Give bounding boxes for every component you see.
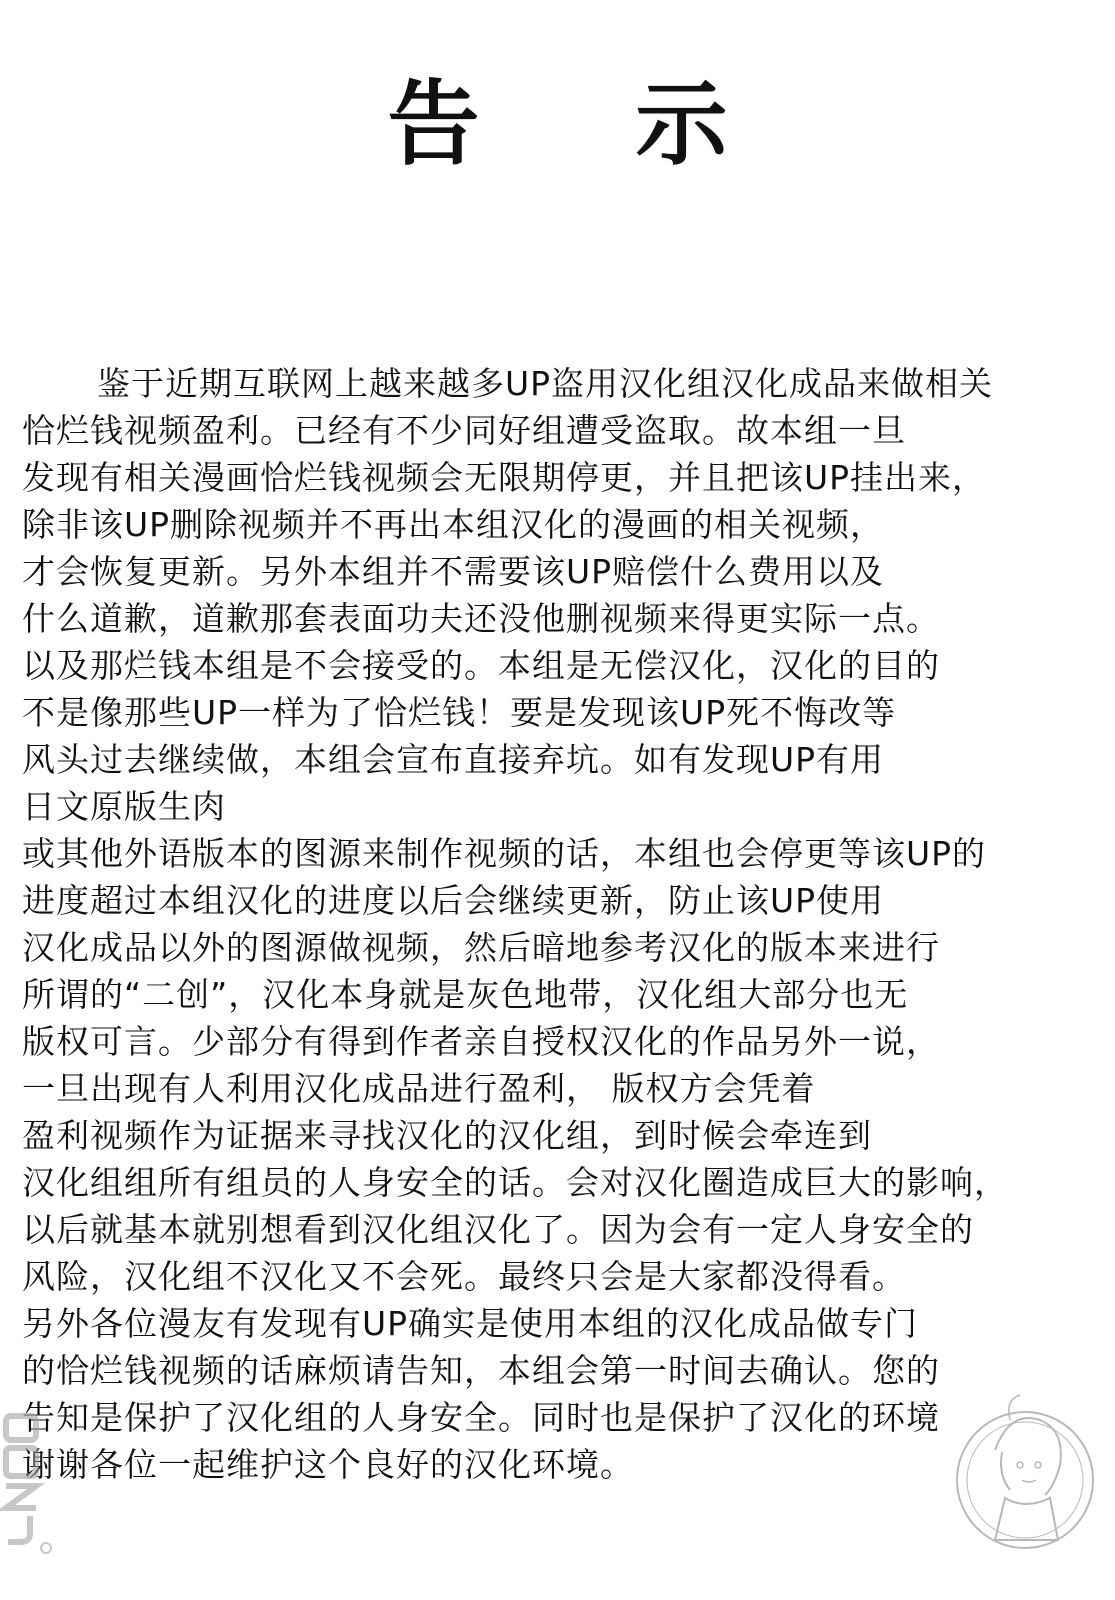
body-line-10: 日文原版生肉 (22, 787, 226, 826)
body-line-17: 盈利视频作为证据来寻找汉化的汉化组，到时候会牵连到 (22, 1116, 872, 1155)
body-line-6: 什么道歉，道歉那套表面功夫还没他删视频来得更实际一点。 (22, 599, 940, 638)
body-line-20: 风险，汉化组不汉化又不会死。最终只会是大家都没得看。 (22, 1257, 906, 1296)
body-line-14: 所谓的“二创”，汉化本身就是灰色地带，汉化组大部分也无 (22, 975, 909, 1014)
body-line-21: 另外各位漫友有发现有UP确实是使用本组的汉化成品做专门 (22, 1304, 919, 1343)
body-line-15: 版权可言。少部分有得到作者亲自授权汉化的作品另外一说， (22, 1022, 940, 1061)
notice-body (22, 360, 1097, 1488)
body-line-23: 告知是保护了汉化组的人身安全。同时也是保护了汉化的环境 (22, 1398, 940, 1437)
body-line-8: 不是像那些UP一样为了恰烂钱！要是发现该UP死不悔改等 (22, 693, 897, 732)
body-line-12: 进度超过本组汉化的进度以后会继续更新，防止该UP使用 (22, 881, 885, 920)
body-line-4: 除非该UP删除视频并不再出本组汉化的漫画的相关视频， (22, 505, 885, 544)
body-line-13: 汉化成品以外的图源做视频，然后暗地参考汉化的版本来进行 (22, 928, 940, 967)
body-line-24: 谢谢各位一起维护这个良好的汉化环境。 (22, 1445, 634, 1484)
notice-title (0, 70, 1115, 180)
stamp-illustration (950, 1380, 1100, 1570)
body-line-18: 汉化组组所有组员的人身安全的话。会对汉化圈造成巨大的影响， (22, 1163, 1008, 1202)
body-line-19: 以后就基本就别想看到汉化组汉化了。因为会有一定人身安全的 (22, 1210, 974, 1249)
body-line-22: 的恰烂钱视频的话麻烦请告知，本组会第一时间去确认。您的 (22, 1351, 940, 1390)
site-watermark-logo (0, 1408, 58, 1558)
body-line-1: 鉴于近期互联网上越来越多UP盗用汉化组汉化成品来做相关 (97, 364, 994, 403)
body-line-5: 才会恢复更新。另外本组并不需要该UP赔偿什么费用以及 (22, 552, 885, 591)
body-line-3: 发现有相关漫画恰烂钱视频会无限期停更，并且把该UP挂出来， (22, 458, 987, 497)
body-line-2: 恰烂钱视频盈利。已经有不少同好组遭受盗取。故本组一旦 (22, 411, 906, 450)
body-line-9: 风头过去继续做，本组会宣布直接弃坑。如有发现UP有用 (22, 740, 885, 779)
title-char-2: 示 (635, 71, 728, 178)
body-line-7: 以及那烂钱本组是不会接受的。本组是无偿汉化，汉化的目的 (22, 646, 940, 685)
title-char-1: 告 (387, 71, 480, 178)
body-line-11: 或其他外语版本的图源来制作视频的话，本组也会停更等该UP的 (22, 834, 987, 873)
body-line-16: 一旦出现有人利用汉化成品进行盈利， 版权方会凭着 (22, 1069, 816, 1108)
